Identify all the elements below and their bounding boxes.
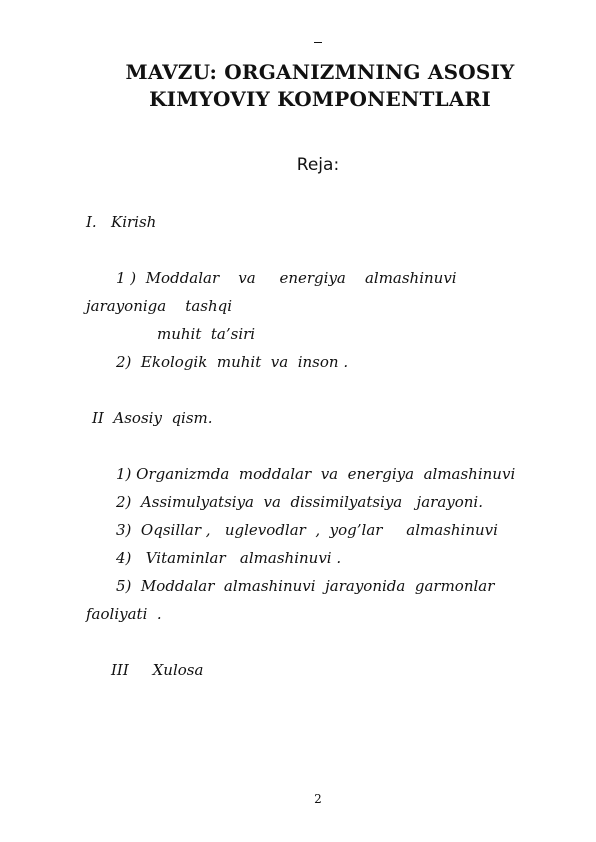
main-item-3: 3) Oqsillar , uglevodlar , yog’lar almashinuvi bbox=[116, 521, 498, 539]
main-item-5-line-b: faoliyati . bbox=[86, 605, 162, 623]
main-item-4: 4) Vitaminlar almashinuvi . bbox=[116, 549, 342, 567]
section-intro: I. Kirish bbox=[86, 213, 157, 231]
title-line-2: KIMYOVIY KOMPONENTLARI bbox=[149, 87, 491, 111]
intro-item-2: 2) Ekologik muhit va inson . bbox=[116, 353, 349, 371]
main-item-5-line-a: 5) Moddalar almashinuvi jarayonida garmonlar bbox=[116, 577, 495, 595]
title-line-1: MAVZU: ORGANIZMNING ASOSIY bbox=[125, 60, 515, 84]
section-conclusion: III Xulosa bbox=[111, 661, 204, 679]
decorative-dash bbox=[314, 42, 322, 43]
intro-item-1-line-c: muhit ta’siri bbox=[157, 325, 256, 343]
intro-item-1-line-b: jarayoniga tashqi bbox=[86, 297, 233, 315]
page-number: 2 bbox=[314, 792, 322, 806]
main-item-2: 2) Assimulyatsiya va dissimilyatsiya jarayoni. bbox=[116, 493, 483, 511]
plan-heading: Reja: bbox=[296, 155, 340, 175]
main-item-1: 1) Organizmda moddalar va energiya almashinuvi bbox=[116, 465, 516, 483]
section-main: II Asosiy qism. bbox=[92, 409, 213, 427]
intro-item-1-line-a: 1 ) Moddalar va energiya almashinuvi bbox=[116, 269, 457, 287]
